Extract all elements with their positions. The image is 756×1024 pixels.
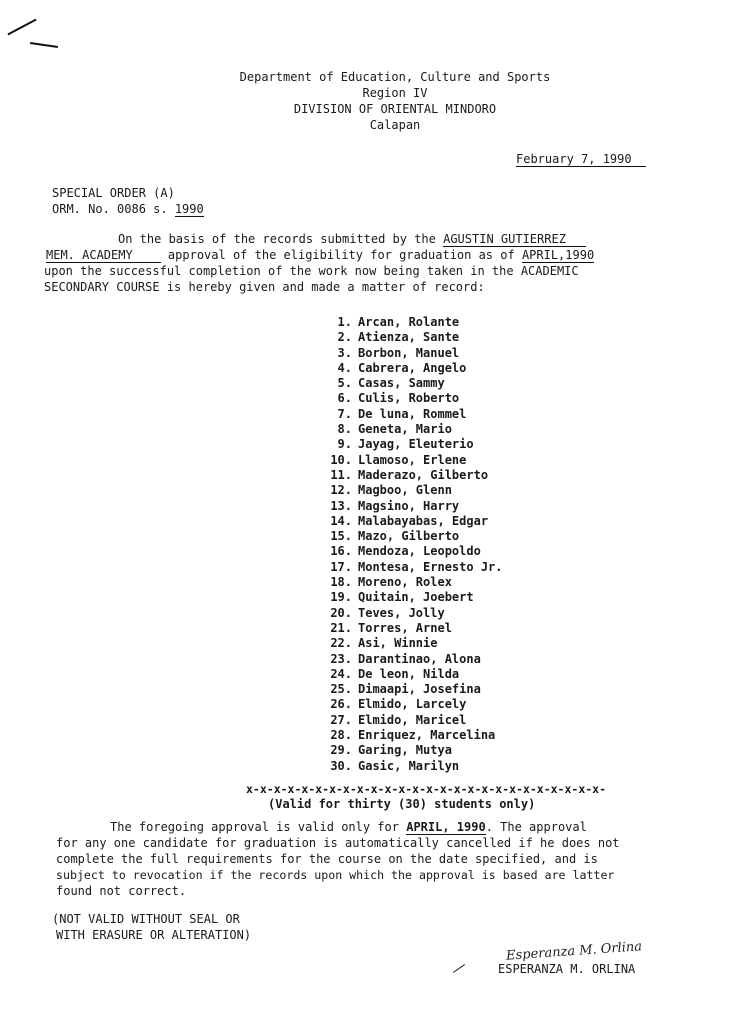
student-row bbox=[322, 667, 503, 682]
student-name: Mendoza, Leopoldo bbox=[358, 544, 481, 559]
student-row bbox=[322, 621, 503, 636]
validity-month: APRIL, 1990 bbox=[406, 820, 486, 834]
student-name: De luna, Rommel bbox=[358, 406, 467, 421]
student-row bbox=[322, 468, 503, 483]
signature-stroke bbox=[453, 964, 465, 973]
student-name: Arcan, Rolante bbox=[358, 315, 460, 329]
footer-line-2: for any one candidate for graduation is automatically cancelled if he does not bbox=[56, 836, 620, 850]
body-line-1 bbox=[118, 232, 586, 246]
student-number: 15. bbox=[330, 529, 352, 544]
student-row bbox=[322, 590, 503, 605]
footer-line-1 bbox=[110, 820, 587, 834]
seal-note-line-1: (NOT VALID WITHOUT SEAL OR bbox=[52, 912, 240, 926]
separator-line: x-x-x-x-x-x-x-x-x-x-x-x-x-x-x-x-x-x-x-x-x-x-x-x-x-x- bbox=[246, 782, 607, 796]
student-number: 20. bbox=[330, 605, 352, 620]
student-name: Cabrera, Angelo bbox=[358, 360, 467, 375]
student-number: 17. bbox=[330, 559, 352, 574]
student-number: 7. bbox=[337, 406, 352, 421]
student-name: Malabayabas, Edgar bbox=[358, 513, 489, 528]
special-order-title: SPECIAL ORDER (A) bbox=[52, 186, 175, 200]
school-name-part-1: AGUSTIN GUTIERREZ bbox=[443, 232, 586, 247]
student-number: 5. bbox=[337, 376, 352, 391]
student-number: 22. bbox=[330, 636, 352, 651]
student-number: 23. bbox=[330, 651, 352, 666]
body-line-1-text: On the basis of the records submitted by the bbox=[118, 232, 444, 246]
student-name: Asi, Winnie bbox=[358, 636, 438, 651]
student-name: Dimaapi, Josefina bbox=[358, 682, 481, 697]
student-name: Casas, Sammy bbox=[358, 376, 445, 391]
student-name: Culis, Roberto bbox=[358, 391, 460, 406]
student-row bbox=[322, 743, 503, 758]
header-city: Calapan bbox=[369, 118, 421, 132]
student-name: De leon, Nilda bbox=[358, 666, 460, 681]
footer-line-3: complete the full requirements for the course on the date specified, and is bbox=[56, 852, 598, 866]
student-name: Atienza, Sante bbox=[358, 330, 460, 345]
student-number: 30. bbox=[330, 758, 352, 773]
student-name: Quitain, Joebert bbox=[358, 590, 474, 605]
student-number: 16. bbox=[330, 544, 352, 559]
pen-mark-bottom bbox=[30, 42, 58, 48]
student-name: Elmido, Maricel bbox=[358, 712, 467, 727]
student-number: 6. bbox=[337, 391, 352, 406]
header-region: Region IV bbox=[362, 86, 428, 100]
student-number: 14. bbox=[330, 513, 352, 528]
student-row bbox=[322, 361, 503, 376]
student-name: Darantinao, Alona bbox=[358, 651, 481, 666]
student-number: 8. bbox=[337, 422, 352, 437]
student-name: Elmido, Larcely bbox=[358, 697, 467, 712]
student-number: 3. bbox=[337, 345, 352, 360]
body-line-2-text: approval of the eligibility for graduation as of bbox=[160, 248, 522, 262]
student-number: 29. bbox=[330, 743, 352, 758]
student-number: 13. bbox=[330, 498, 352, 513]
student-row bbox=[322, 330, 503, 345]
student-row bbox=[322, 499, 503, 514]
validity-note: (Valid for thirty (30) students only) bbox=[268, 797, 536, 811]
body-line-4: SECONDARY COURSE is hereby given and made a matter of record: bbox=[44, 280, 485, 294]
student-number: 2. bbox=[337, 330, 352, 345]
student-number: 19. bbox=[330, 590, 352, 605]
student-row bbox=[322, 529, 503, 544]
student-row bbox=[322, 376, 503, 391]
student-row bbox=[322, 697, 503, 712]
header-division: DIVISION OF ORIENTAL MINDORO bbox=[293, 102, 497, 116]
student-name: Mazo, Gilberto bbox=[358, 529, 460, 544]
student-name: Maderazo, Gilberto bbox=[358, 467, 489, 482]
special-order-number bbox=[52, 202, 204, 216]
footer-line-1-text: The foregoing approval is valid only for bbox=[110, 820, 407, 834]
student-number: 1. bbox=[337, 315, 352, 329]
student-name: Jayag, Eleuterio bbox=[358, 437, 474, 452]
student-row bbox=[322, 315, 503, 330]
student-row bbox=[322, 759, 503, 774]
signatory-name: ESPERANZA M. ORLINA bbox=[498, 962, 636, 976]
student-number: 26. bbox=[330, 697, 352, 712]
document-date: February 7, 1990 bbox=[516, 152, 646, 167]
school-name-part-2: MEM. ACADEMY bbox=[46, 248, 161, 263]
student-number: 25. bbox=[330, 682, 352, 697]
student-row bbox=[322, 422, 503, 437]
student-row bbox=[322, 483, 503, 498]
student-row bbox=[322, 453, 503, 468]
student-row bbox=[322, 713, 503, 728]
student-list bbox=[322, 315, 503, 774]
student-name: Magboo, Glenn bbox=[358, 483, 452, 498]
graduation-month: APRIL,1990 bbox=[521, 248, 595, 262]
signature-script: Esperanza M. Orlina bbox=[505, 939, 643, 964]
student-name: Moreno, Rolex bbox=[358, 575, 452, 590]
student-name: Montesa, Ernesto Jr. bbox=[358, 559, 503, 574]
order-number-year: 1990 bbox=[174, 202, 204, 216]
student-row bbox=[322, 346, 503, 361]
student-number: 4. bbox=[337, 360, 352, 375]
order-number-prefix: ORM. No. 0086 s. bbox=[52, 202, 175, 216]
header-department: Department of Education, Culture and Sports bbox=[239, 70, 551, 84]
student-name: Gasic, Marilyn bbox=[358, 758, 460, 773]
student-name: Geneta, Mario bbox=[358, 422, 452, 437]
student-name: Teves, Jolly bbox=[358, 605, 445, 620]
student-row bbox=[322, 560, 503, 575]
body-line-3: upon the successful completion of the work now being taken in the ACADEMIC bbox=[44, 264, 579, 278]
student-number: 11. bbox=[330, 467, 352, 482]
pen-mark-top bbox=[7, 19, 36, 36]
student-number: 9. bbox=[337, 437, 352, 452]
seal-note-line-2: WITH ERASURE OR ALTERATION) bbox=[56, 928, 252, 942]
footer-line-1-end: . The approval bbox=[485, 820, 587, 834]
student-name: Borbon, Manuel bbox=[358, 345, 460, 360]
student-number: 21. bbox=[330, 620, 352, 635]
student-row bbox=[322, 682, 503, 697]
student-row bbox=[322, 728, 503, 743]
body-line-2 bbox=[46, 248, 594, 262]
student-name: Magsino, Harry bbox=[358, 498, 460, 513]
student-row bbox=[322, 514, 503, 529]
student-number: 24. bbox=[330, 666, 352, 681]
student-row bbox=[322, 544, 503, 559]
student-row bbox=[322, 575, 503, 590]
student-number: 10. bbox=[330, 452, 352, 467]
student-row bbox=[322, 391, 503, 406]
footer-line-4: subject to revocation if the records upon which the approval is based are latter bbox=[56, 868, 615, 882]
student-name: Garing, Mutya bbox=[358, 743, 452, 758]
student-name: Llamoso, Erlene bbox=[358, 452, 467, 467]
student-number: 18. bbox=[330, 575, 352, 590]
student-row bbox=[322, 636, 503, 651]
student-number: 27. bbox=[330, 712, 352, 727]
student-row bbox=[322, 606, 503, 621]
student-name: Enriquez, Marcelina bbox=[358, 728, 496, 743]
student-name: Torres, Arnel bbox=[358, 620, 452, 635]
footer-line-5: found not correct. bbox=[56, 884, 187, 898]
student-row bbox=[322, 407, 503, 422]
student-number: 12. bbox=[330, 483, 352, 498]
student-row bbox=[322, 652, 503, 667]
student-row bbox=[322, 437, 503, 452]
student-number: 28. bbox=[330, 728, 352, 743]
